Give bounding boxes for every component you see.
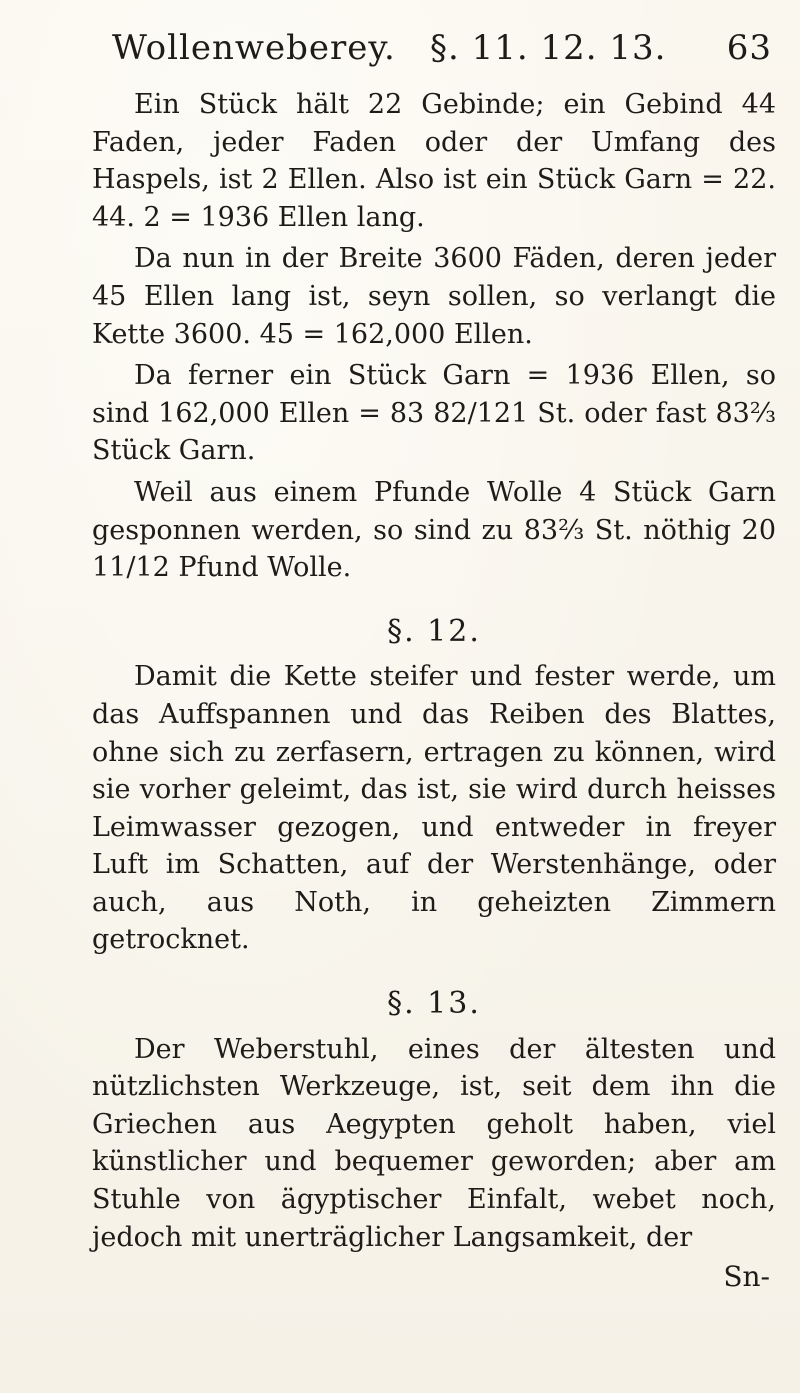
- body-text: [92, 86, 776, 1296]
- running-head-sections: §. 11. 12. 13.: [430, 28, 667, 68]
- paragraph-stueck-anzahl: Da ferner ein Stück Garn = 1936 Ellen, so sind 162,000 Ellen = 83 82/121 St. oder fast 83⅔ Stück Garn.: [92, 360, 776, 467]
- running-head-title: Wollenweberey.: [112, 28, 396, 68]
- paragraph-pfund-wolle: Weil aus einem Pfunde Wolle 4 Stück Garn gesponnen werden, so sind zu 83⅔ St. nöthig 20 11/12 Pfund Wolle.: [92, 476, 776, 584]
- section-heading-12: §. 12.: [387, 613, 481, 649]
- paragraph-section-13: Der Weberstuhl, eines der ältesten und nützlichsten Werkzeuge, ist, seit dem ihn die Griechen aus Aegypten geholt haben, viel künstlicher und bequemer geworden; aber am Stuhle von ägyptischer Einfalt, webet noch, jedoch mit unerträglicher Langsamkeit, der: [92, 1033, 776, 1253]
- section-heading-13: §. 13.: [387, 986, 481, 1022]
- page-number: 63: [726, 28, 772, 68]
- paragraph-kette-laenge: Da nun in der Breite 3600 Fäden, deren jeder 45 Ellen lang ist, seyn sollen, so verlangt die Kette 3600. 45 = 162,000 Ellen.: [92, 243, 776, 350]
- paragraph-stueck-garn: Ein Stück hält 22 Gebinde; ein Gebind 44 Faden, jeder Faden oder der Umfang des Haspels, ist 2 Ellen. Also ist ein Stück Garn = 22. 44. 2 = 1936 Ellen lang.: [92, 89, 776, 233]
- paragraph-section-12: Damit die Kette steifer und fester werde, um das Auffspannen und das Reiben des Blattes, ohne sich zu zerfasern, ertragen zu können, wird sie vorher geleimt, das ist, sie wird durch heisses Leimwasser gezogen, und entweder in freyer Luft im Schatten, auf der Werstenhänge, oder auch, aus Noth, in geheizten Zimmern getrocknet.: [92, 661, 776, 956]
- catchword: Sn-: [723, 1260, 770, 1294]
- running-head: [112, 28, 772, 76]
